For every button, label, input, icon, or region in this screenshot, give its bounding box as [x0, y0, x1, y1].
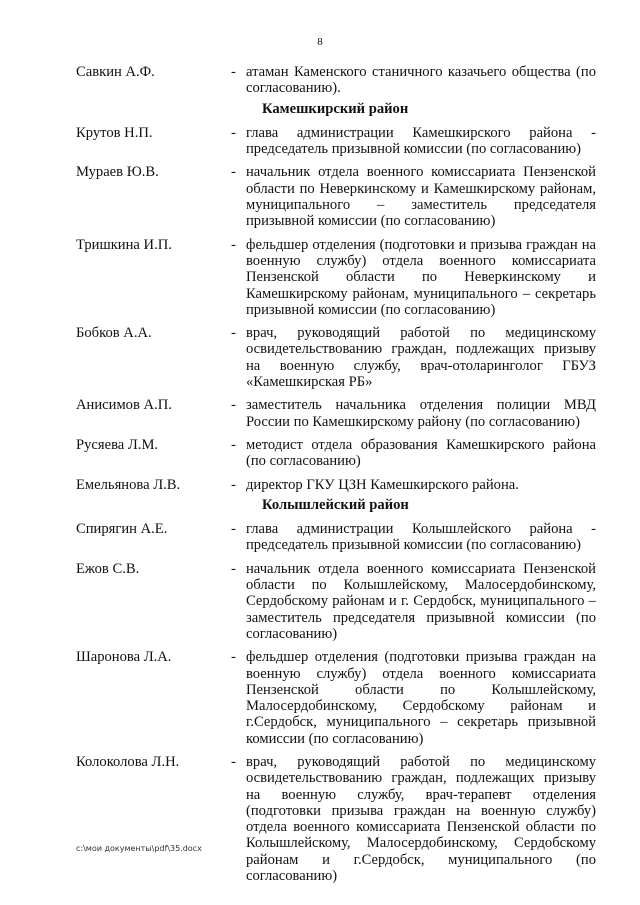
file-path-footer: c:\мои документы\pdf\35.docx: [76, 844, 202, 853]
district-heading: Колышлейский район: [262, 496, 409, 513]
list-item: [76, 125, 596, 158]
person-name: Емельянова Л.В.: [76, 476, 181, 493]
person-role: глава администрации Камешкирского района - председатель призывной комиссии (по согласованию): [246, 124, 596, 158]
person-name: Мураев Ю.В.: [76, 164, 159, 181]
dash: -: [231, 325, 236, 342]
list-item: [76, 521, 596, 554]
dash: -: [231, 164, 236, 181]
person-name: Бобков А.А.: [76, 325, 152, 342]
person-name: Тришкина И.П.: [76, 236, 172, 253]
person-role: атаман Каменского станичного казачьего общества (по согласованию).: [246, 64, 596, 97]
district-heading: Камешкирский район: [262, 100, 409, 117]
person-name: Спирягин А.Е.: [76, 521, 168, 538]
person-name: Ежов С.В.: [76, 560, 140, 577]
list-item: [76, 437, 596, 470]
list-item: [76, 325, 596, 390]
list-item: [76, 64, 596, 97]
person-name: Крутов Н.П.: [76, 124, 153, 141]
list-item: [76, 561, 596, 642]
person-role: глава администрации Колышлейского района - председатель призывной комиссии (по согласованию): [246, 521, 596, 554]
list-item: [76, 754, 596, 884]
dash: -: [231, 476, 236, 493]
dash: -: [231, 521, 236, 538]
list-item: [76, 649, 596, 747]
person-name: Колоколова Л.Н.: [76, 753, 180, 770]
person-role: начальник отдела военного комиссариата Пензенской области по Колышлейскому, Малосердобинскому, Сердобскому районам и г. Сердобск, муниципального – заместитель председателя призывной комиссии (по согласованию): [246, 560, 596, 642]
dash: -: [231, 649, 236, 666]
person-name: Савкин А.Ф.: [76, 64, 155, 80]
person-role: врач, руководящий работой по медицинскому освидетельствованию граждан, подлежащих призыву на военную службу, врач-отоларинголог ГБУЗ «Камешкирская РБ»: [246, 325, 596, 391]
list-item: [76, 397, 596, 430]
list-item: [76, 237, 596, 318]
person-role: заместитель начальника отделения полиции МВД России по Камешкирскому району (по согласованию): [246, 397, 596, 430]
dash: -: [231, 753, 236, 770]
document-body: [76, 64, 596, 891]
person-role: начальник отдела военного комиссариата Пензенской области по Неверкинскому и Камешкирскому районам, муниципального – заместитель председателя призывной комиссии (по согласованию): [246, 164, 596, 230]
person-name: Шаронова Л.А.: [76, 649, 172, 666]
person-role: директор ГКУ ЦЗН Камешкирского района.: [246, 476, 519, 493]
dash: -: [231, 64, 236, 80]
page-number: 8: [317, 36, 323, 48]
dash: -: [231, 560, 236, 577]
person-role: фельдшер отделения (подготовки и призыва граждан на военную службу) отдела военного комиссариата Пензенской области по Неверкинскому и Камешкирскому районам, муниципального – секретарь призывной комиссии (по согласованию): [246, 236, 596, 318]
dash: -: [231, 236, 236, 253]
dash: -: [231, 436, 236, 453]
person-role: врач, руководящий работой по медицинскому освидетельствованию граждан, подлежащих призыву на военную службу, врач-терапевт отделения (подготовки призыва граждан на военную службу) отдела военного комиссариата Пензенской области по Колышлейскому, Малосердобинскому, Сердобскому районам и г.Сердобск, муниципального (по согласованию): [246, 753, 596, 885]
person-role: методист отдела образования Камешкирского района (по согласованию): [246, 436, 596, 470]
person-name: Анисимов А.П.: [76, 397, 172, 414]
list-item: [76, 477, 596, 493]
dash: -: [231, 124, 236, 141]
list-item: [76, 164, 596, 229]
person-name: Русяева Л.М.: [76, 436, 159, 453]
person-role: фельдшер отделения (подготовки призыва граждан на военную службу) отдела военного комиссариата Пензенской области по Колышлейскому, Малосердобинскому, Сердобскому районам и г.Сердобск, муниципального – секретарь призывной комиссии (по согласованию): [246, 649, 596, 747]
dash: -: [231, 397, 236, 414]
